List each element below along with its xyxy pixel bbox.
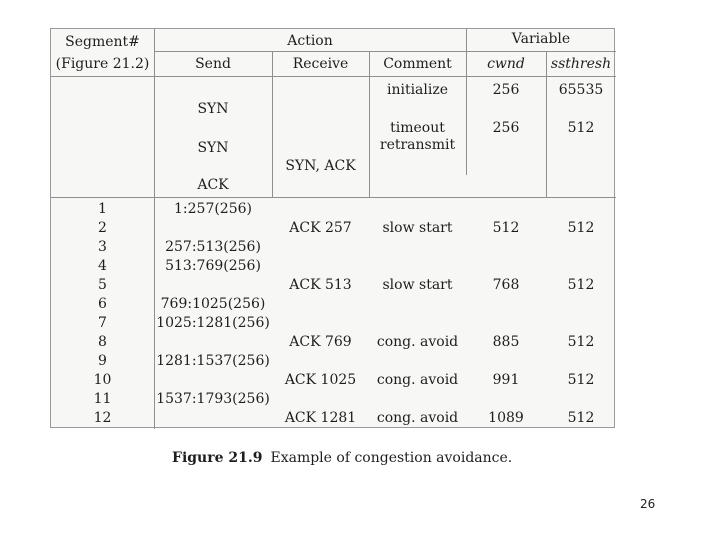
receive-cell: ACK 1025 [284,372,357,388]
comment-cell: cong. avoid [376,334,459,350]
scanned-table-image [50,28,615,428]
rule-after-send [272,51,273,197]
header-send: Send [195,56,231,72]
receive-cell: ACK 257 [289,220,352,236]
cwnd-timeout: 256 [492,120,520,136]
ssthresh-initial: 65535 [558,82,604,98]
ssthresh-cell: 512 [567,220,595,236]
cwnd-cell: 1089 [488,410,524,426]
header-segment: Segment# [65,34,140,50]
rule-before-segments [51,197,616,198]
send-cell: 1281:1537(256) [156,353,270,369]
comment-retransmit: retransmit [379,137,456,153]
comment-initialize: initialize [386,82,449,98]
segment-number: 2 [98,220,107,236]
header-receive: Receive [292,56,349,72]
segment-number: 3 [98,239,107,255]
segment-number: 12 [93,410,112,426]
page-number: 26 [640,497,656,511]
rule-after-segment [154,29,155,429]
comment-cell: cong. avoid [376,410,459,426]
header-ssthresh: ssthresh [550,56,612,72]
comment-cell: slow start [382,220,453,236]
cwnd-cell: 512 [492,220,520,236]
send-cell: 1537:1793(256) [156,391,270,407]
header-comment: Comment [383,56,452,72]
segment-number: 7 [98,315,107,331]
send-cell: 513:769(256) [165,258,261,274]
comment-cell: cong. avoid [376,372,459,388]
segment-number: 1 [98,201,107,217]
ssthresh-cell: 512 [567,277,595,293]
cwnd-cell: 885 [492,334,520,350]
receive-cell: ACK 1281 [284,410,357,426]
segment-number: 8 [98,334,107,350]
comment-cell: slow start [382,277,453,293]
cwnd-cell: 991 [492,372,520,388]
rule-under-headers [51,76,616,77]
send-cell: 257:513(256) [165,239,261,255]
receive-syn-ack: SYN, ACK [285,158,356,174]
header-segment-ref: (Figure 21.2) [55,56,150,72]
header-cwnd: cwnd [487,56,525,72]
header-variable: Variable [511,31,571,47]
receive-cell: ACK 769 [289,334,352,350]
ssthresh-timeout: 512 [567,120,595,136]
send-cell: 1:257(256) [174,201,252,217]
segment-number: 9 [98,353,107,369]
caption-text: Example of congestion avoidance. [270,450,513,466]
cwnd-initial: 256 [492,82,520,98]
send-ack: ACK [197,177,229,193]
segment-number: 6 [98,296,107,312]
figure-caption [172,450,512,466]
ssthresh-cell: 512 [567,372,595,388]
receive-cell: ACK 513 [289,277,352,293]
header-action: Action [287,33,333,49]
ssthresh-cell: 512 [567,410,595,426]
send-syn-1: SYN [197,101,229,117]
ssthresh-cell: 512 [567,334,595,350]
comment-timeout: timeout [390,120,445,136]
send-cell: 769:1025(256) [160,296,266,312]
cwnd-cell: 768 [492,277,520,293]
segment-number: 10 [93,372,112,388]
send-cell: 1025:1281(256) [156,315,270,331]
rule-under-group-headers [154,51,616,52]
figure-number: Figure 21.9 [172,450,263,466]
send-syn-2: SYN [197,140,229,156]
segment-number: 5 [98,277,107,293]
segment-number: 4 [98,258,107,274]
segment-number: 11 [93,391,112,407]
